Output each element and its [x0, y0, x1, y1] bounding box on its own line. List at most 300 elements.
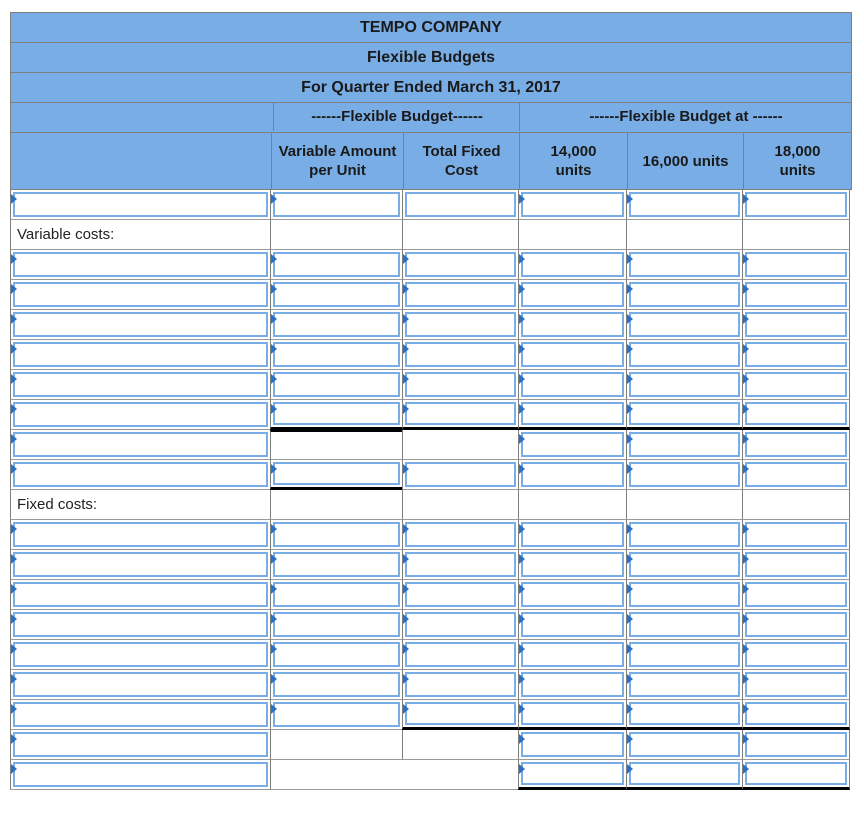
units-18000-input[interactable] [745, 732, 847, 757]
variable-amount-cell[interactable] [270, 670, 402, 700]
units-16000-input[interactable] [629, 312, 740, 337]
total-fixed-cell[interactable] [402, 460, 518, 490]
total-fixed-cell[interactable] [402, 310, 518, 340]
description-input[interactable] [13, 252, 268, 277]
total-fixed-input[interactable] [405, 312, 516, 337]
variable-amount-input[interactable] [273, 372, 400, 397]
units-16000-cell[interactable] [626, 190, 742, 220]
units-16000-input[interactable] [629, 612, 740, 637]
units-16000-input[interactable] [629, 702, 740, 725]
total-fixed-cell[interactable] [402, 580, 518, 610]
units-14000-input[interactable] [521, 462, 624, 487]
units-16000-field[interactable] [631, 674, 738, 695]
variable-amount-field[interactable] [275, 404, 398, 423]
description-cell[interactable] [10, 580, 270, 610]
description-cell[interactable] [10, 730, 270, 760]
units-14000-input[interactable] [521, 342, 624, 367]
units-16000-cell[interactable] [626, 730, 742, 760]
units-16000-field[interactable] [631, 554, 738, 575]
units-16000-cell[interactable] [626, 340, 742, 370]
units-14000-input[interactable] [521, 312, 624, 337]
units-14000-field[interactable] [523, 434, 622, 455]
description-field[interactable] [15, 194, 266, 215]
units-14000-cell[interactable] [518, 310, 626, 340]
units-18000-cell[interactable] [742, 310, 850, 340]
total-fixed-cell[interactable] [402, 280, 518, 310]
units-18000-field[interactable] [747, 704, 845, 723]
total-fixed-cell[interactable] [402, 190, 518, 220]
units-16000-cell[interactable] [626, 430, 742, 460]
units-18000-input[interactable] [745, 432, 847, 457]
total-fixed-field[interactable] [407, 254, 514, 275]
units-16000-field[interactable] [631, 434, 738, 455]
units-14000-field[interactable] [523, 314, 622, 335]
units-16000-field[interactable] [631, 734, 738, 755]
units-18000-cell[interactable] [742, 460, 850, 490]
units-14000-cell[interactable] [518, 610, 626, 640]
description-input[interactable] [13, 432, 268, 457]
units-16000-cell[interactable] [626, 280, 742, 310]
units-18000-field[interactable] [747, 314, 845, 335]
total-fixed-cell[interactable] [402, 700, 518, 730]
variable-amount-field[interactable] [275, 524, 398, 545]
units-18000-cell[interactable] [742, 250, 850, 280]
variable-amount-cell[interactable] [270, 580, 402, 610]
total-fixed-input[interactable] [405, 342, 516, 367]
variable-amount-cell[interactable] [270, 700, 402, 730]
units-14000-field[interactable] [523, 674, 622, 695]
units-18000-cell[interactable] [742, 730, 850, 760]
units-18000-field[interactable] [747, 464, 845, 485]
units-14000-input[interactable] [521, 252, 624, 277]
units-14000-input[interactable] [521, 642, 624, 667]
description-cell[interactable] [10, 280, 270, 310]
units-14000-input[interactable] [521, 192, 624, 217]
description-cell[interactable] [10, 190, 270, 220]
total-fixed-field[interactable] [407, 404, 514, 423]
variable-amount-input[interactable] [273, 252, 400, 277]
total-fixed-cell[interactable] [402, 520, 518, 550]
total-fixed-cell[interactable] [402, 640, 518, 670]
variable-amount-input[interactable] [273, 402, 400, 425]
units-14000-input[interactable] [521, 612, 624, 637]
units-16000-field[interactable] [631, 254, 738, 275]
description-input[interactable] [13, 312, 268, 337]
variable-amount-field[interactable] [275, 344, 398, 365]
units-14000-input[interactable] [521, 402, 624, 425]
units-18000-cell[interactable] [742, 700, 850, 730]
units-16000-field[interactable] [631, 524, 738, 545]
description-input[interactable] [13, 762, 268, 787]
total-fixed-input[interactable] [405, 642, 516, 667]
description-field[interactable] [15, 764, 266, 785]
units-18000-input[interactable] [745, 282, 847, 307]
variable-amount-cell[interactable] [270, 460, 402, 490]
units-18000-input[interactable] [745, 762, 847, 785]
variable-amount-field[interactable] [275, 704, 398, 725]
units-16000-input[interactable] [629, 552, 740, 577]
units-14000-input[interactable] [521, 282, 624, 307]
description-cell[interactable] [10, 430, 270, 460]
variable-amount-input[interactable] [273, 702, 400, 727]
units-16000-input[interactable] [629, 192, 740, 217]
description-field[interactable] [15, 584, 266, 605]
units-14000-cell[interactable] [518, 400, 626, 430]
units-16000-input[interactable] [629, 252, 740, 277]
units-16000-cell[interactable] [626, 370, 742, 400]
total-fixed-cell[interactable] [402, 550, 518, 580]
variable-amount-cell[interactable] [270, 400, 402, 430]
description-cell[interactable] [10, 610, 270, 640]
variable-amount-field[interactable] [275, 614, 398, 635]
units-18000-input[interactable] [745, 312, 847, 337]
description-field[interactable] [15, 734, 266, 755]
description-field[interactable] [15, 614, 266, 635]
units-14000-field[interactable] [523, 584, 622, 605]
variable-amount-cell[interactable] [270, 520, 402, 550]
units-18000-field[interactable] [747, 554, 845, 575]
units-14000-field[interactable] [523, 344, 622, 365]
variable-amount-input[interactable] [273, 342, 400, 367]
variable-amount-cell[interactable] [270, 550, 402, 580]
units-16000-cell[interactable] [626, 310, 742, 340]
units-18000-input[interactable] [745, 582, 847, 607]
total-fixed-field[interactable] [407, 704, 514, 723]
units-14000-cell[interactable] [518, 730, 626, 760]
description-cell[interactable] [10, 340, 270, 370]
units-16000-field[interactable] [631, 284, 738, 305]
units-14000-input[interactable] [521, 672, 624, 697]
units-18000-cell[interactable] [742, 400, 850, 430]
total-fixed-field[interactable] [407, 674, 514, 695]
description-cell[interactable] [10, 370, 270, 400]
units-18000-input[interactable] [745, 462, 847, 487]
variable-amount-field[interactable] [275, 254, 398, 275]
total-fixed-field[interactable] [407, 614, 514, 635]
units-18000-input[interactable] [745, 702, 847, 725]
total-fixed-cell[interactable] [402, 610, 518, 640]
units-16000-input[interactable] [629, 282, 740, 307]
units-14000-field[interactable] [523, 404, 622, 423]
units-18000-input[interactable] [745, 192, 847, 217]
variable-amount-input[interactable] [273, 582, 400, 607]
description-cell[interactable] [10, 760, 270, 790]
total-fixed-field[interactable] [407, 194, 514, 215]
units-18000-cell[interactable] [742, 520, 850, 550]
total-fixed-input[interactable] [405, 672, 516, 697]
total-fixed-input[interactable] [405, 402, 516, 425]
units-18000-field[interactable] [747, 434, 845, 455]
units-14000-field[interactable] [523, 554, 622, 575]
units-14000-field[interactable] [523, 704, 622, 723]
variable-amount-input[interactable] [273, 522, 400, 547]
units-14000-cell[interactable] [518, 700, 626, 730]
description-field[interactable] [15, 284, 266, 305]
units-16000-field[interactable] [631, 584, 738, 605]
variable-amount-cell[interactable] [270, 280, 402, 310]
units-16000-input[interactable] [629, 432, 740, 457]
variable-amount-field[interactable] [275, 374, 398, 395]
units-18000-cell[interactable] [742, 340, 850, 370]
units-14000-cell[interactable] [518, 670, 626, 700]
variable-amount-input[interactable] [273, 642, 400, 667]
units-16000-field[interactable] [631, 194, 738, 215]
variable-amount-cell[interactable] [270, 310, 402, 340]
units-16000-cell[interactable] [626, 700, 742, 730]
variable-amount-cell[interactable] [270, 610, 402, 640]
variable-amount-field[interactable] [275, 554, 398, 575]
units-16000-cell[interactable] [626, 400, 742, 430]
description-field[interactable] [15, 374, 266, 395]
units-18000-field[interactable] [747, 194, 845, 215]
units-14000-cell[interactable] [518, 640, 626, 670]
units-18000-cell[interactable] [742, 190, 850, 220]
description-input[interactable] [13, 462, 268, 487]
units-14000-input[interactable] [521, 582, 624, 607]
total-fixed-field[interactable] [407, 284, 514, 305]
description-field[interactable] [15, 674, 266, 695]
total-fixed-field[interactable] [407, 314, 514, 335]
units-14000-field[interactable] [523, 284, 622, 305]
units-18000-field[interactable] [747, 344, 845, 365]
total-fixed-cell[interactable] [402, 340, 518, 370]
description-input[interactable] [13, 642, 268, 667]
total-fixed-input[interactable] [405, 252, 516, 277]
description-cell[interactable] [10, 310, 270, 340]
total-fixed-field[interactable] [407, 524, 514, 545]
units-16000-field[interactable] [631, 344, 738, 365]
total-fixed-field[interactable] [407, 554, 514, 575]
units-18000-input[interactable] [745, 372, 847, 397]
units-14000-cell[interactable] [518, 280, 626, 310]
units-16000-cell[interactable] [626, 550, 742, 580]
units-18000-cell[interactable] [742, 430, 850, 460]
total-fixed-input[interactable] [405, 552, 516, 577]
units-14000-cell[interactable] [518, 340, 626, 370]
units-16000-cell[interactable] [626, 640, 742, 670]
total-fixed-cell[interactable] [402, 250, 518, 280]
units-16000-input[interactable] [629, 522, 740, 547]
units-18000-cell[interactable] [742, 580, 850, 610]
units-18000-field[interactable] [747, 734, 845, 755]
units-14000-input[interactable] [521, 432, 624, 457]
units-16000-input[interactable] [629, 732, 740, 757]
description-input[interactable] [13, 702, 268, 727]
units-16000-input[interactable] [629, 402, 740, 425]
units-14000-cell[interactable] [518, 190, 626, 220]
units-14000-field[interactable] [523, 464, 622, 485]
units-18000-field[interactable] [747, 284, 845, 305]
units-18000-cell[interactable] [742, 760, 850, 790]
units-18000-input[interactable] [745, 642, 847, 667]
units-16000-input[interactable] [629, 462, 740, 487]
total-fixed-field[interactable] [407, 344, 514, 365]
variable-amount-cell[interactable] [270, 250, 402, 280]
description-field[interactable] [15, 464, 266, 485]
units-16000-cell[interactable] [626, 250, 742, 280]
units-14000-cell[interactable] [518, 460, 626, 490]
units-16000-cell[interactable] [626, 760, 742, 790]
units-14000-input[interactable] [521, 702, 624, 725]
description-field[interactable] [15, 524, 266, 545]
description-cell[interactable] [10, 670, 270, 700]
units-16000-cell[interactable] [626, 520, 742, 550]
description-cell[interactable] [10, 700, 270, 730]
description-field[interactable] [15, 404, 266, 425]
description-input[interactable] [13, 192, 268, 217]
units-14000-cell[interactable] [518, 430, 626, 460]
units-18000-cell[interactable] [742, 670, 850, 700]
units-16000-input[interactable] [629, 372, 740, 397]
units-16000-input[interactable] [629, 582, 740, 607]
description-input[interactable] [13, 582, 268, 607]
units-16000-field[interactable] [631, 764, 738, 783]
units-14000-input[interactable] [521, 762, 624, 785]
units-16000-field[interactable] [631, 704, 738, 723]
units-14000-field[interactable] [523, 764, 622, 783]
units-18000-cell[interactable] [742, 640, 850, 670]
units-18000-cell[interactable] [742, 550, 850, 580]
variable-amount-input[interactable] [273, 612, 400, 637]
variable-amount-field[interactable] [275, 464, 398, 483]
description-field[interactable] [15, 554, 266, 575]
units-18000-field[interactable] [747, 614, 845, 635]
units-14000-field[interactable] [523, 194, 622, 215]
units-18000-cell[interactable] [742, 610, 850, 640]
variable-amount-input[interactable] [273, 192, 400, 217]
units-14000-cell[interactable] [518, 370, 626, 400]
variable-amount-input[interactable] [273, 552, 400, 577]
description-field[interactable] [15, 644, 266, 665]
total-fixed-input[interactable] [405, 582, 516, 607]
variable-amount-input[interactable] [273, 462, 400, 485]
variable-amount-cell[interactable] [270, 340, 402, 370]
units-14000-field[interactable] [523, 734, 622, 755]
total-fixed-input[interactable] [405, 462, 516, 487]
units-16000-input[interactable] [629, 342, 740, 367]
units-14000-field[interactable] [523, 614, 622, 635]
total-fixed-field[interactable] [407, 584, 514, 605]
description-cell[interactable] [10, 640, 270, 670]
total-fixed-field[interactable] [407, 464, 514, 485]
units-18000-field[interactable] [747, 674, 845, 695]
description-input[interactable] [13, 402, 268, 427]
units-14000-field[interactable] [523, 374, 622, 395]
units-18000-input[interactable] [745, 402, 847, 425]
units-18000-cell[interactable] [742, 370, 850, 400]
variable-amount-field[interactable] [275, 314, 398, 335]
units-16000-field[interactable] [631, 464, 738, 485]
units-16000-cell[interactable] [626, 670, 742, 700]
total-fixed-input[interactable] [405, 702, 516, 725]
description-input[interactable] [13, 282, 268, 307]
units-14000-field[interactable] [523, 254, 622, 275]
units-14000-cell[interactable] [518, 580, 626, 610]
units-14000-cell[interactable] [518, 520, 626, 550]
units-16000-field[interactable] [631, 404, 738, 423]
units-18000-field[interactable] [747, 374, 845, 395]
total-fixed-input[interactable] [405, 282, 516, 307]
units-18000-cell[interactable] [742, 280, 850, 310]
variable-amount-field[interactable] [275, 644, 398, 665]
description-input[interactable] [13, 522, 268, 547]
units-14000-field[interactable] [523, 644, 622, 665]
description-field[interactable] [15, 704, 266, 725]
units-18000-input[interactable] [745, 342, 847, 367]
units-16000-cell[interactable] [626, 580, 742, 610]
total-fixed-field[interactable] [407, 374, 514, 395]
units-18000-field[interactable] [747, 254, 845, 275]
description-input[interactable] [13, 672, 268, 697]
description-field[interactable] [15, 254, 266, 275]
variable-amount-input[interactable] [273, 312, 400, 337]
units-18000-input[interactable] [745, 252, 847, 277]
variable-amount-field[interactable] [275, 674, 398, 695]
description-input[interactable] [13, 552, 268, 577]
total-fixed-cell[interactable] [402, 370, 518, 400]
total-fixed-input[interactable] [405, 192, 516, 217]
description-cell[interactable] [10, 550, 270, 580]
units-14000-field[interactable] [523, 524, 622, 545]
units-18000-field[interactable] [747, 404, 845, 423]
description-cell[interactable] [10, 460, 270, 490]
units-16000-input[interactable] [629, 672, 740, 697]
units-16000-input[interactable] [629, 642, 740, 667]
units-18000-field[interactable] [747, 584, 845, 605]
units-18000-input[interactable] [745, 552, 847, 577]
units-14000-input[interactable] [521, 522, 624, 547]
variable-amount-input[interactable] [273, 672, 400, 697]
units-16000-cell[interactable] [626, 460, 742, 490]
total-fixed-input[interactable] [405, 612, 516, 637]
description-input[interactable] [13, 342, 268, 367]
total-fixed-cell[interactable] [402, 670, 518, 700]
units-16000-field[interactable] [631, 314, 738, 335]
variable-amount-field[interactable] [275, 584, 398, 605]
total-fixed-field[interactable] [407, 644, 514, 665]
description-field[interactable] [15, 344, 266, 365]
units-18000-field[interactable] [747, 764, 845, 783]
units-14000-cell[interactable] [518, 550, 626, 580]
description-field[interactable] [15, 314, 266, 335]
units-14000-cell[interactable] [518, 760, 626, 790]
description-input[interactable] [13, 612, 268, 637]
variable-amount-cell[interactable] [270, 370, 402, 400]
units-18000-input[interactable] [745, 672, 847, 697]
units-18000-field[interactable] [747, 644, 845, 665]
description-cell[interactable] [10, 250, 270, 280]
units-16000-field[interactable] [631, 614, 738, 635]
total-fixed-input[interactable] [405, 372, 516, 397]
units-18000-field[interactable] [747, 524, 845, 545]
units-14000-cell[interactable] [518, 250, 626, 280]
description-input[interactable] [13, 732, 268, 757]
variable-amount-cell[interactable] [270, 640, 402, 670]
units-16000-field[interactable] [631, 644, 738, 665]
units-14000-input[interactable] [521, 552, 624, 577]
variable-amount-cell[interactable] [270, 190, 402, 220]
description-cell[interactable] [10, 400, 270, 430]
variable-amount-field[interactable] [275, 284, 398, 305]
units-18000-input[interactable] [745, 522, 847, 547]
description-field[interactable] [15, 434, 266, 455]
units-14000-input[interactable] [521, 732, 624, 757]
variable-amount-input[interactable] [273, 282, 400, 307]
description-input[interactable] [13, 372, 268, 397]
variable-amount-field[interactable] [275, 194, 398, 215]
units-16000-cell[interactable] [626, 610, 742, 640]
description-cell[interactable] [10, 520, 270, 550]
